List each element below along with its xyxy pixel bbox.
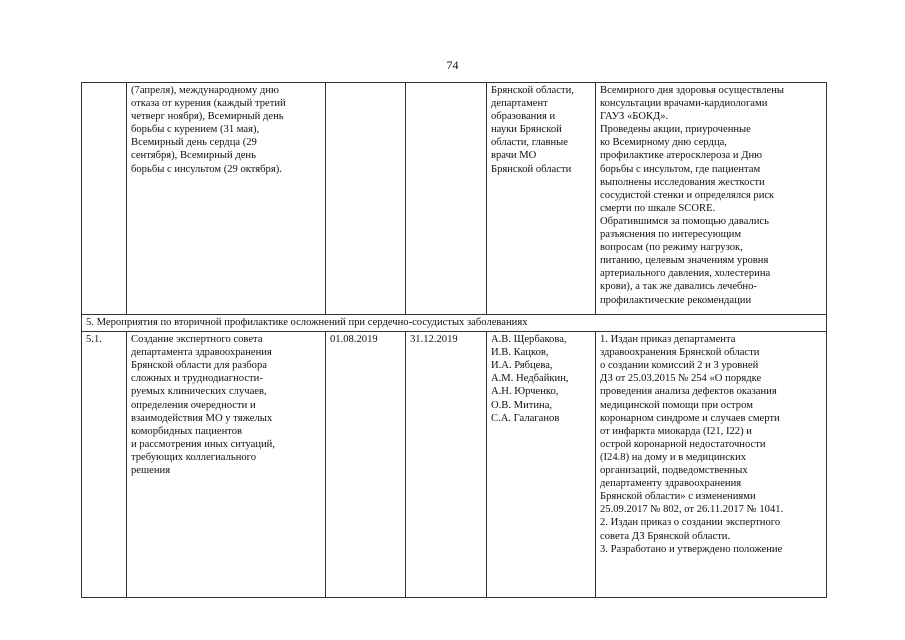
result-paragraph: Всемирного дня здоровья осуществлены консультации врачами-кардиологами ГАУЗ «БОКД».: [600, 85, 784, 123]
cell-item-responsible: А.В. Щербакова, И.В. Кацков, И.А. Рябцева, А.М. Недбайкин, А.Н. Юрченко, О.В. Митина, С.А. Галаганов: [487, 332, 596, 598]
result-paragraph: 1. Издан приказ департамента здравоохранения Брянской области о создании комиссий 2 и 3 уровней ДЗ от 25.03.2015 № 254 «О порядке проведения анализа дефектов оказания медицинской помощи при остром коронарном синдроме и случаев смерти от инфаркта миокарда (I21, I22) и острой коронарной недостаточности (I24.8) на дому и в медицинских организаций, подведомственных департаменту здравоохранения Брянской области» с изменениями 25.09.2017 № 802, от 26.11.2017 № 1041.: [600, 334, 784, 516]
result-paragraph: Проведены акции, приуроченные ко Всемирному дню сердца, профилактике атеросклероза и Дню борьбы с инсультом, где пациентам выполнены исследования жесткости сосудистой стенки и определялся риск смерти по шкале SCORE.: [600, 124, 775, 214]
section-header-row: [82, 315, 827, 332]
result-paragraph: Обратившимся за помощью давались разъяснения по интересующим вопросам (по режиму нагрузок, питанию, целевым значениям уровня артериального давления, холестерина крови), а так же давались лечебно- профилактические рекомендации: [600, 215, 771, 306]
table-row-item: [82, 332, 827, 598]
cell-responsible: Брянской области, департамент образования и науки Брянской области, главные врачи МО Брянской области: [487, 83, 596, 315]
cell-result: [596, 83, 827, 315]
cell-number-empty: [82, 83, 127, 315]
cell-event-description: (7апреля), международному дню отказа от курения (каждый третий четверг ноября), Всемирный день борьбы с курением (31 мая), Всемирный день сердца (29 сентября), Всемирный день борьбы с инсультом (29 октября).: [127, 83, 326, 315]
cell-end-date-empty: [406, 83, 487, 315]
cell-start-date: 01.08.2019: [326, 332, 406, 598]
table-row-continuation: [82, 83, 827, 315]
cell-end-date: 31.12.2019: [406, 332, 487, 598]
section-title: 5. Мероприятия по вторичной профилактике осложнений при сердечно-сосудистых заболеваниях: [82, 315, 827, 332]
result-paragraph: 2. Издан приказ о создании экспертного совета ДЗ Брянской области.: [600, 517, 781, 542]
cell-start-date-empty: [326, 83, 406, 315]
document-table: [81, 82, 827, 598]
page-number: 74: [446, 58, 459, 72]
cell-item-number: 5.1.: [82, 332, 127, 598]
cell-item-result: [596, 332, 827, 598]
result-paragraph: 3. Разработано и утверждено положение: [600, 543, 783, 555]
cell-item-description: Создание экспертного совета департамента здравоохранения Брянской области для разбора сложных и труднодиагности- руемых клинических случаев, определения очередности и взаимодействия МО у тяжелых коморбидных пациентов и рассмотрения иных ситуаций, требующих коллегиального решения: [127, 332, 326, 598]
